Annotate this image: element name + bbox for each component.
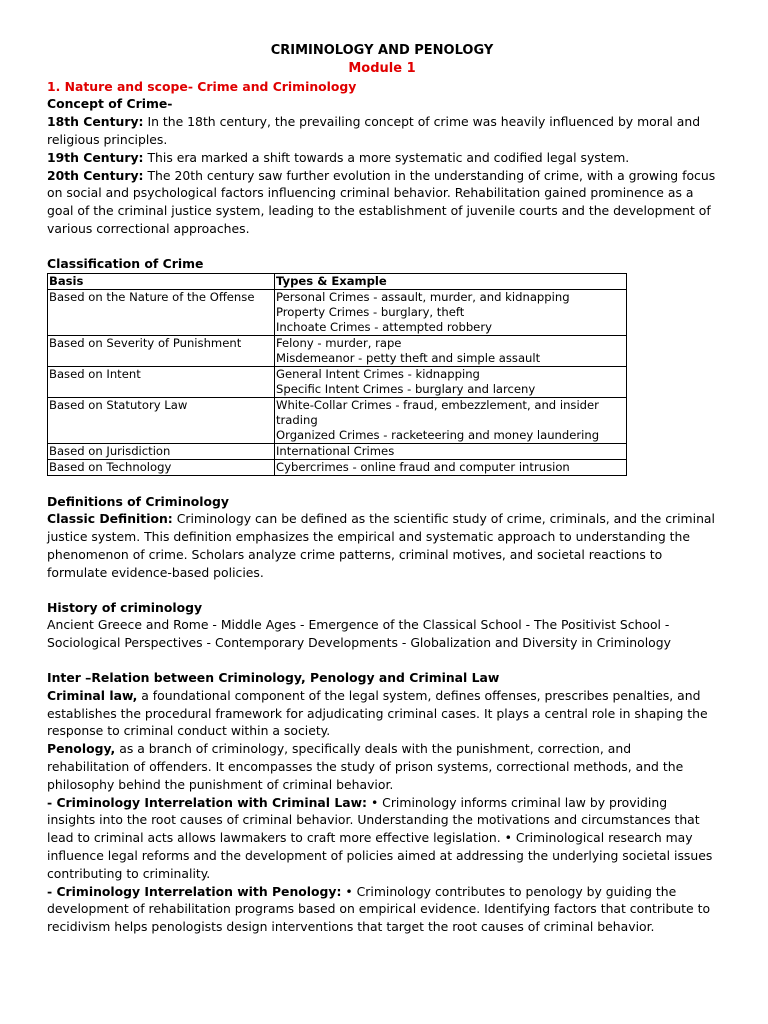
classification-table (47, 273, 627, 476)
century-label: 20th Century: (47, 167, 144, 183)
basis-cell: Based on Severity of Punishment (48, 335, 275, 366)
type-example: Personal Crimes - assault, murder, and kidnapping (276, 289, 570, 304)
type-example: Specific Intent Crimes - burglary and larceny (276, 381, 536, 396)
penology-label: Penology, (47, 741, 116, 757)
centuries-list (47, 113, 717, 238)
century-paragraph (47, 113, 717, 149)
table-row (48, 366, 627, 397)
type-example: Inchoate Crimes - attempted robbery (276, 319, 492, 334)
criminal-law-paragraph (47, 687, 717, 740)
basis-cell: Based on Jurisdiction (48, 443, 275, 459)
interrelation-penology-text: • Criminology contributes to penology by guiding the development of rehabilitation programs based on empirical evidence. Identifying factors that contribute to recidivism helps penologists design interventions that target the root causes of criminal behavior. (47, 883, 711, 935)
century-text: This era marked a shift towards a more systematic and codified legal system. (143, 149, 630, 165)
document-page (47, 42, 717, 936)
types-cell (275, 443, 627, 459)
classic-label: Classic Definition: (47, 511, 173, 527)
century-text: In the 18th century, the prevailing concept of crime was heavily influenced by moral and religious principles. (47, 114, 701, 147)
types-cell (275, 335, 627, 366)
type-example: International Crimes (276, 443, 395, 458)
type-example: General Intent Crimes - kidnapping (276, 366, 480, 381)
interrelation-law-label: - Criminology Interrelation with Criminal Law: (47, 794, 367, 810)
table-header-types: Types & Example (275, 273, 627, 289)
types-cell (275, 289, 627, 335)
type-example: Cybercrimes - online fraud and computer intrusion (276, 459, 570, 474)
table-body (48, 289, 627, 475)
basis-cell: Based on Technology (48, 459, 275, 475)
types-cell (275, 397, 627, 443)
penology-text: as a branch of criminology, specifically deals with the punishment, correction, and rehabilitation of offenders. It encompasses the study of prison systems, correctional methods, and the philosophy behind the punishment of criminal behavior. (47, 741, 684, 792)
types-cell (275, 459, 627, 475)
century-label: 19th Century: (47, 149, 144, 165)
century-text: The 20th century saw further evolution in the understanding of crime, with a growing focus on social and psychological factors influencing criminal behavior. Rehabilitation gained prominence as a goal of the criminal justice system, leading to the establishment of juvenile courts and the development of various correctional approaches. (47, 167, 716, 236)
section-heading: 1. Nature and scope- Crime and Criminology (47, 78, 357, 94)
interrelation-law-text: • Criminology informs criminal law by providing insights into the root causes of criminal behavior. Understanding the motivations and circumstances that lead to criminal acts allows lawmakers to craft more effective legislation. • Criminological research may influence legal reforms and the development of policies aimed at addressing the underlying societal issues contributing to criminality. (47, 794, 713, 881)
basis-cell: Based on the Nature of the Offense (48, 289, 275, 335)
type-example: Felony - murder, rape (276, 335, 402, 350)
interrelation-penology-paragraph (47, 883, 717, 936)
definitions-heading: Definitions of Criminology (47, 493, 229, 509)
penology-paragraph (47, 740, 717, 793)
history-heading: History of criminology (47, 599, 203, 615)
module-label: Module 1 (348, 60, 416, 76)
criminal-law-label: Criminal law, (47, 687, 138, 703)
type-example: Organized Crimes - racketeering and money laundering (276, 427, 600, 442)
table-row (48, 289, 627, 335)
document-title: CRIMINOLOGY AND PENOLOGY (270, 43, 494, 58)
table-row (48, 335, 627, 366)
century-paragraph (47, 149, 717, 167)
basis-cell: Based on Statutory Law (48, 397, 275, 443)
type-example: Property Crimes - burglary, theft (276, 304, 465, 319)
table-row (48, 459, 627, 475)
interrelation-penology-label: - Criminology Interrelation with Penology: (47, 883, 342, 899)
basis-cell: Based on Intent (48, 366, 275, 397)
concept-heading: Concept of Crime- (47, 96, 173, 112)
classic-text: Criminology can be defined as the scientific study of crime, criminals, and the criminal justice system. This definition emphasizes the empirical and systematic approach to understanding the phenomenon of crime. Scholars analyze crime patterns, criminal motives, and societal reactions to formulate evidence-based policies. (47, 511, 715, 580)
century-label: 18th Century: (47, 114, 144, 130)
criminal-law-text: a foundational component of the legal system, defines offenses, prescribes penalties, and establishes the procedural framework for adjudicating criminal cases. It plays a central role in shaping the response to criminal conduct within a society. (47, 687, 708, 739)
interrelation-law-paragraph (47, 794, 717, 883)
table-row (48, 397, 627, 443)
century-paragraph (47, 167, 717, 238)
interrelation-heading: Inter –Relation between Criminology, Penology and Criminal Law (47, 669, 500, 685)
type-example: White-Collar Crimes - fraud, embezzlement, and insider trading (276, 397, 599, 427)
type-example: Misdemeanor - petty theft and simple assault (276, 350, 541, 365)
table-row (48, 443, 627, 459)
table-header-basis: Basis (48, 273, 275, 289)
classification-heading: Classification of Crime (47, 255, 204, 271)
history-text: Ancient Greece and Rome - Middle Ages - Emergence of the Classical School - The Positivist School - Sociological Perspectives - Contemporary Developments - Globalization and Diversity in Criminology (47, 617, 671, 651)
classic-definition (47, 510, 717, 581)
types-cell (275, 366, 627, 397)
table-header-row (48, 273, 627, 289)
